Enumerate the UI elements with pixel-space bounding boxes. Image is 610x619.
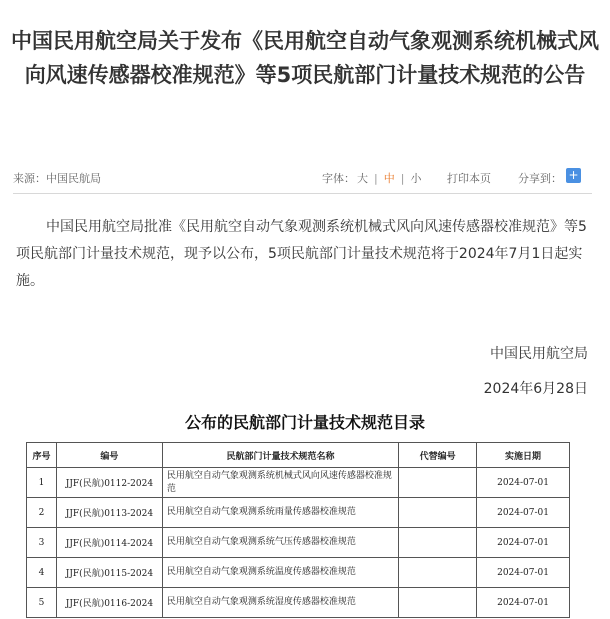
signature-date: 2024年6月28日	[483, 381, 588, 397]
table-row	[27, 528, 570, 558]
cell-replace	[399, 468, 477, 498]
cell-index: 2	[27, 498, 57, 528]
cell-replace	[399, 558, 477, 588]
cell-date: 2024-07-01	[477, 468, 570, 498]
cell-index: 3	[27, 528, 57, 558]
source-label: 来源：中国民航局	[13, 172, 101, 185]
font-size-control	[321, 170, 422, 186]
cell-code: JJF(民航)0116-2024	[56, 588, 162, 618]
cell-name: 民用航空自动气象观测系统温度传感器校准规范	[162, 558, 398, 588]
table-row	[27, 468, 570, 498]
font-size-small-option[interactable]: 小	[410, 172, 422, 185]
table-row	[27, 558, 570, 588]
separator: |	[374, 172, 378, 185]
share-plus-icon[interactable]: +	[566, 168, 581, 183]
announcement-body: 中国民用航空局批准《民用航空自动气象观测系统机械式风向风速传感器校准规范》等5项民航部门计量技术规范，现予以公布，5项民航部门计量技术规范将于2024年7月1日起实施。	[16, 219, 587, 289]
cell-name: 民用航空自动气象观测系统气压传感器校准规范	[162, 528, 398, 558]
header-replace: 代替编号	[399, 443, 477, 468]
page-title: 中国民用航空局关于发布《民用航空自动气象观测系统机械式风向风速传感器校准规范》等5项民航部门计量技术规范的公告	[11, 29, 599, 87]
cell-code: JJF(民航)0112-2024	[56, 468, 162, 498]
print-page-link[interactable]: 打印本页	[447, 172, 491, 185]
cell-index: 1	[27, 468, 57, 498]
cell-replace	[399, 528, 477, 558]
font-size-label: 字体：	[322, 172, 355, 185]
cell-index: 4	[27, 558, 57, 588]
article-meta-bar	[13, 163, 592, 194]
separator: |	[400, 172, 405, 185]
cell-date: 2024-07-01	[477, 498, 570, 528]
cell-name: 民用航空自动气象观测系统机械式风向风速传感器校准规范	[162, 468, 398, 498]
cell-code: JJF(民航)0114-2024	[56, 528, 162, 558]
cell-name: 民用航空自动气象观测系统湿度传感器校准规范	[162, 588, 398, 618]
header-name: 民航部门计量技术规范名称	[162, 443, 398, 468]
cell-code: JJF(民航)0113-2024	[56, 498, 162, 528]
signature-org: 中国民用航空局	[490, 346, 588, 362]
cell-code: JJF(民航)0115-2024	[56, 558, 162, 588]
table-row	[27, 498, 570, 528]
catalog-table	[26, 442, 570, 618]
cell-date: 2024-07-01	[477, 528, 570, 558]
header-index: 序号	[27, 443, 57, 468]
cell-date: 2024-07-01	[477, 558, 570, 588]
header-code: 编号	[56, 443, 162, 468]
font-size-large-option[interactable]: 大	[357, 172, 368, 185]
cell-replace	[399, 498, 477, 528]
cell-index: 5	[27, 588, 57, 618]
catalog-title: 公布的民航部门计量技术规范目录	[184, 413, 425, 432]
table-row	[27, 588, 570, 618]
header-date: 实施日期	[477, 443, 570, 468]
cell-replace	[399, 588, 477, 618]
cell-name: 民用航空自动气象观测系统雨量传感器校准规范	[162, 498, 398, 528]
share-label: 分享到：	[518, 172, 562, 185]
cell-date: 2024-07-01	[477, 588, 570, 618]
font-size-medium-option[interactable]: 中	[383, 172, 395, 185]
table-header-row	[27, 443, 570, 468]
